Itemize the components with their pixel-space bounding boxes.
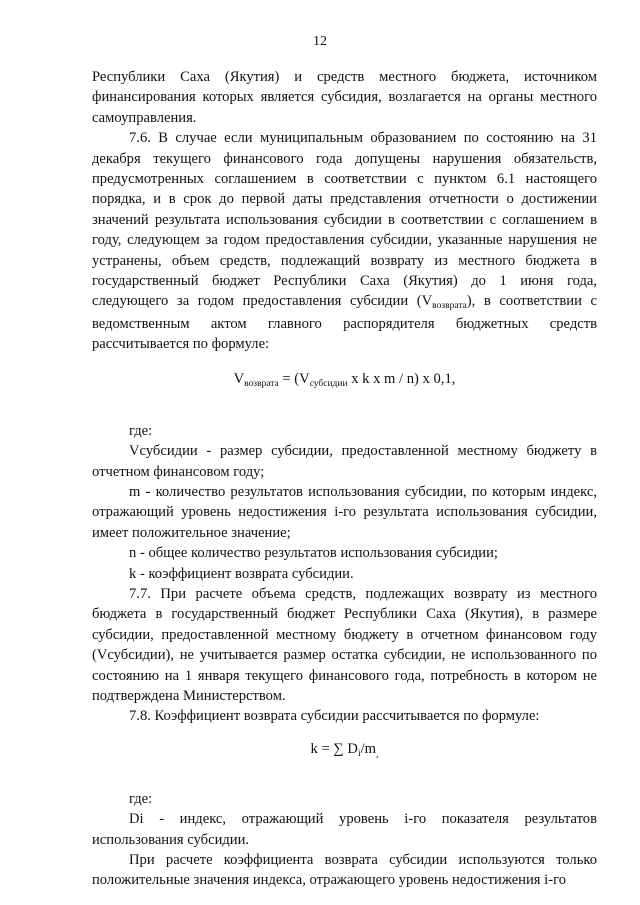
document-body	[92, 67, 597, 891]
formula-rest: x k x m / n) x 0,1,	[347, 370, 456, 387]
definition-m: m - количество результатов использования субсидии, по которым индекс, отражающий уровень недостижения i-го результата использования субсидии, имеет положительное значение;	[92, 483, 597, 541]
formula-coefficient	[92, 739, 597, 761]
formula-v: V	[233, 370, 245, 387]
paragraph-7-6-text: 7.6. В случае если муниципальным образованием по состоянию на 31 декабря текущего финансового года допущены нарушения обязательств, предусмотренных соглашением в соответствии с пунктом 6.1 настоящего порядка, и в срок до первой даты представления отчетности о достижении значений результата использования субсидии в соответствии с соглашением в году, следующем за годом предоставления субсидии, указанные нарушения не устранены, объем средств, подлежащий возврату из местного бюджета в государственный бюджет Республики Саха (Якутия) до 1 июня года, следующего за годом предоставления субсидии (V	[92, 130, 597, 310]
paragraph-7-7: 7.7. При расчете объема средств, подлежащих возврату из местного бюджета в государственный бюджет Республики Саха (Якутия), в размере субсидии, предоставленной местному бюджету в отчетном финансовом году (Vсубсидии), не учитывается размер остатка субсидии, не использованного по состоянию на 1 января текущего финансового года, потребность в котором не подтверждена Министерством.	[92, 585, 597, 704]
formula2-i-subscript: i	[357, 748, 361, 759]
formula-v-subscript: возврата	[244, 378, 279, 389]
v-return-subscript: возврата	[432, 301, 467, 312]
formula-eq-open: = (V	[278, 370, 310, 387]
formula2-lhs: k = ∑ D	[310, 740, 358, 757]
formula-subsidy-subscript: субсидии	[309, 378, 348, 389]
definition-di: Di - индекс, отражающий уровень i-го показателя результатов использования субсидии.	[92, 811, 597, 848]
paragraph-7-6-text-end: ), в соответствии с ведомственным актом главного распорядителя бюджетных средств рассчитывается по формуле:	[92, 293, 597, 353]
paragraph-7-8: 7.8. Коэффициент возврата субсидии рассчитывается по формуле:	[129, 708, 540, 725]
where-label-2: где:	[129, 790, 153, 807]
formula2-trailing-comma: ,	[375, 748, 379, 760]
formula2-rhs: /m	[360, 740, 376, 757]
page-number: 12	[313, 34, 327, 49]
definition-k: k - коэффициент возврата субсидии.	[129, 565, 354, 582]
where-label: где:	[129, 422, 153, 439]
paragraph-positive-values: При расчете коэффициента возврата субсидии используются только положительные значения индекса, отражающего уровень недостижения i-го	[92, 852, 597, 889]
definition-n: n - общее количество результатов использования субсидии;	[129, 545, 498, 562]
definition-v-subsidy: Vсубсидии - размер субсидии, предоставленной местному бюджету в отчетном финансовом году;	[92, 443, 597, 480]
paragraph-7-6	[92, 128, 597, 354]
formula-return-volume	[92, 369, 597, 391]
paragraph-continuation: Республики Саха (Якутия) и средств местного бюджета, источником финансирования которых является субсидия, возлагается на органы местного самоуправления.	[92, 69, 597, 126]
